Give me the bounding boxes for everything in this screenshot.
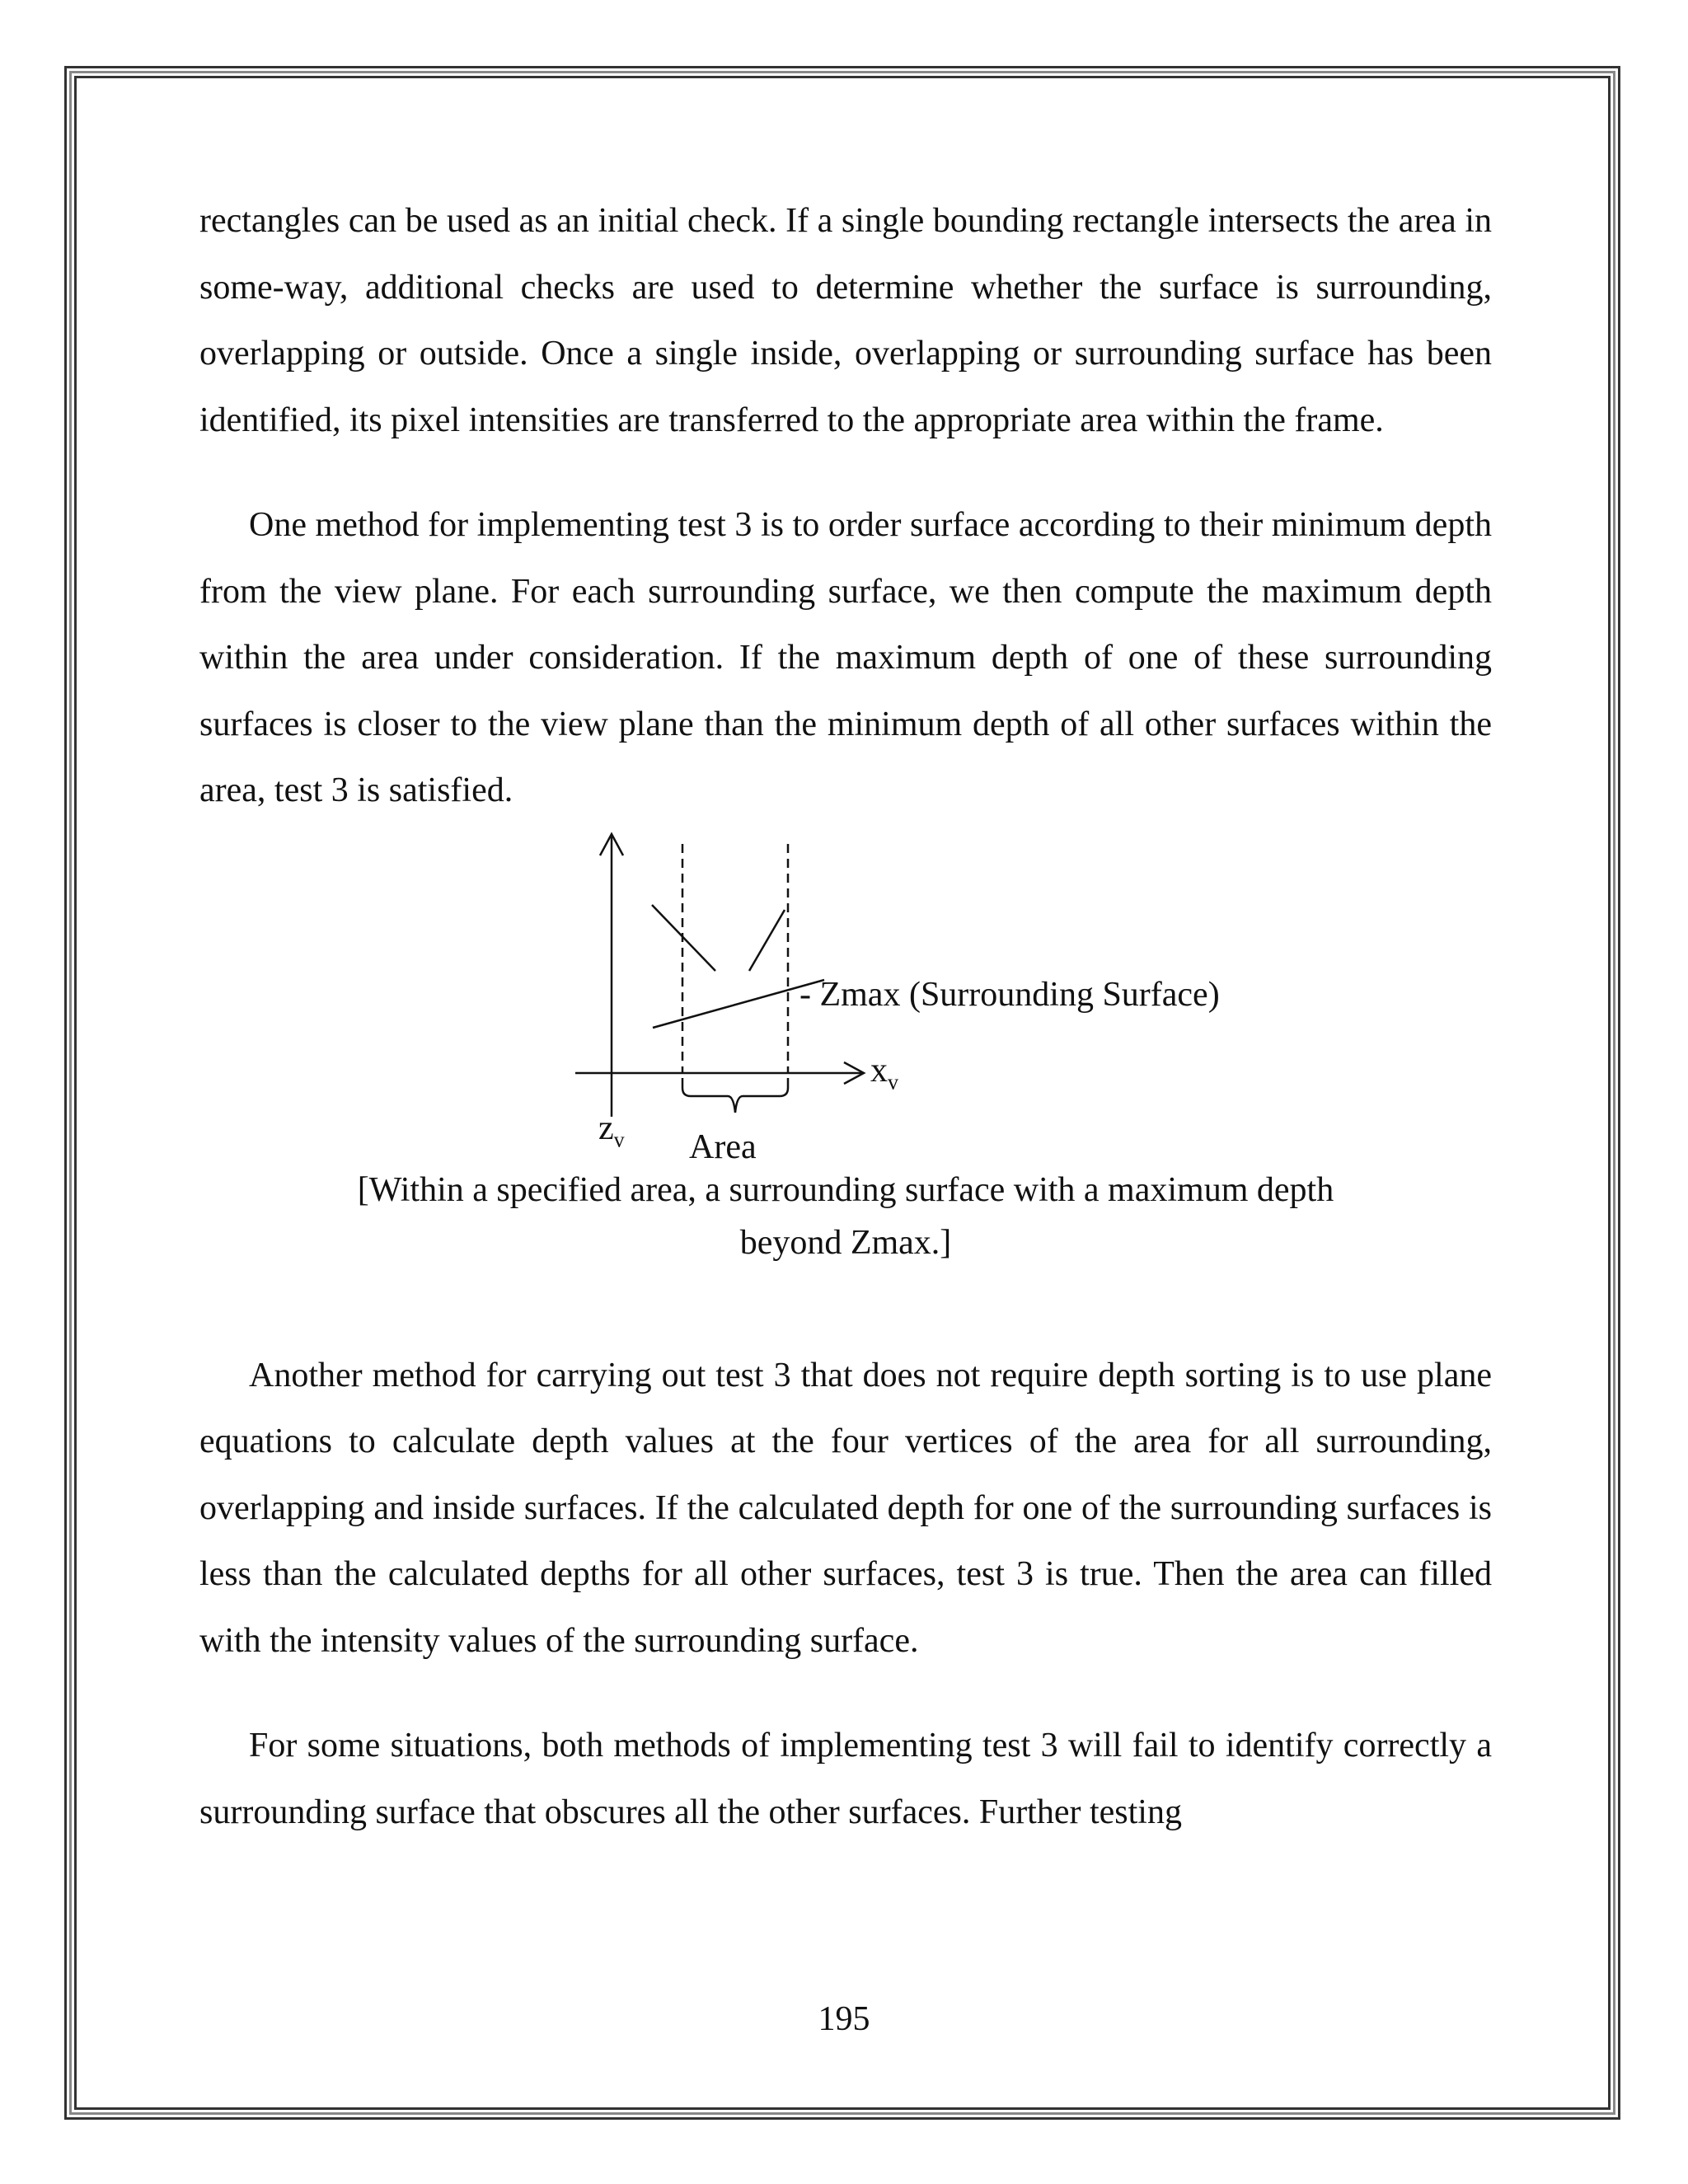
depth-diagram [199,827,1492,1285]
area-label: Area [689,1127,757,1166]
paragraph-4: For some situations, both methods of implementing test 3 will fail to identify correctly a surrounding surface that obscures all the other surfaces. Further testing [199,1727,1492,1831]
page-content [199,188,1492,1845]
surrounding-surface-line [653,980,824,1028]
x-axis-label-main: x [870,1051,888,1090]
surface-segment-left [652,905,715,971]
x-axis-label-subscript: v [888,1069,898,1094]
paragraph-2: One method for implementing test 3 is to order surface according to their minimum depth from the view plane. For each surrounding surface, we then compute the maximum depth within the area under consideration. If the maximum depth of one of these surrounding surfaces is closer to the view plane than the minimum depth of all other surfaces within the area, test 3 is satisfied. [199,506,1492,809]
paragraph-3: Another method for carrying out test 3 that does not require depth sorting is to use plane equations to calculate depth values at the four vertices of the area for all surrounding, overlapping and inside surfaces. If the calculated depth for one of the surrounding surfaces is less than the calculated depths for all other surfaces, test 3 is true. Then the area can filled with the intensity values of the surrounding surface. [199,1356,1492,1660]
page-number: 195 [818,2000,870,2038]
z-axis-label [598,1109,625,1159]
z-axis-label-main: z [598,1108,614,1147]
zmax-label: - Zmax (Surrounding Surface) [799,975,1220,1014]
area-brace [682,1078,788,1113]
z-axis-label-subscript: v [613,1127,625,1151]
surface-segment-right [749,910,785,971]
figure-caption-line-1: [Within a specified area, a surrounding surface with a maximum depth [357,1170,1334,1209]
paragraph-1: rectangles can be used as an initial check. If a single bounding rectangle intersects the area in some-way, additional checks are used to determine whether the surface is surrounding, overlapping or outside. Once a single inside, overlapping or surrounding surface has been identified, its pixel intensities are transferred to the appropriate area within the frame. [199,202,1492,439]
x-axis-label [870,1052,898,1101]
figure-caption-line-2: beyond Zmax.] [739,1223,952,1262]
